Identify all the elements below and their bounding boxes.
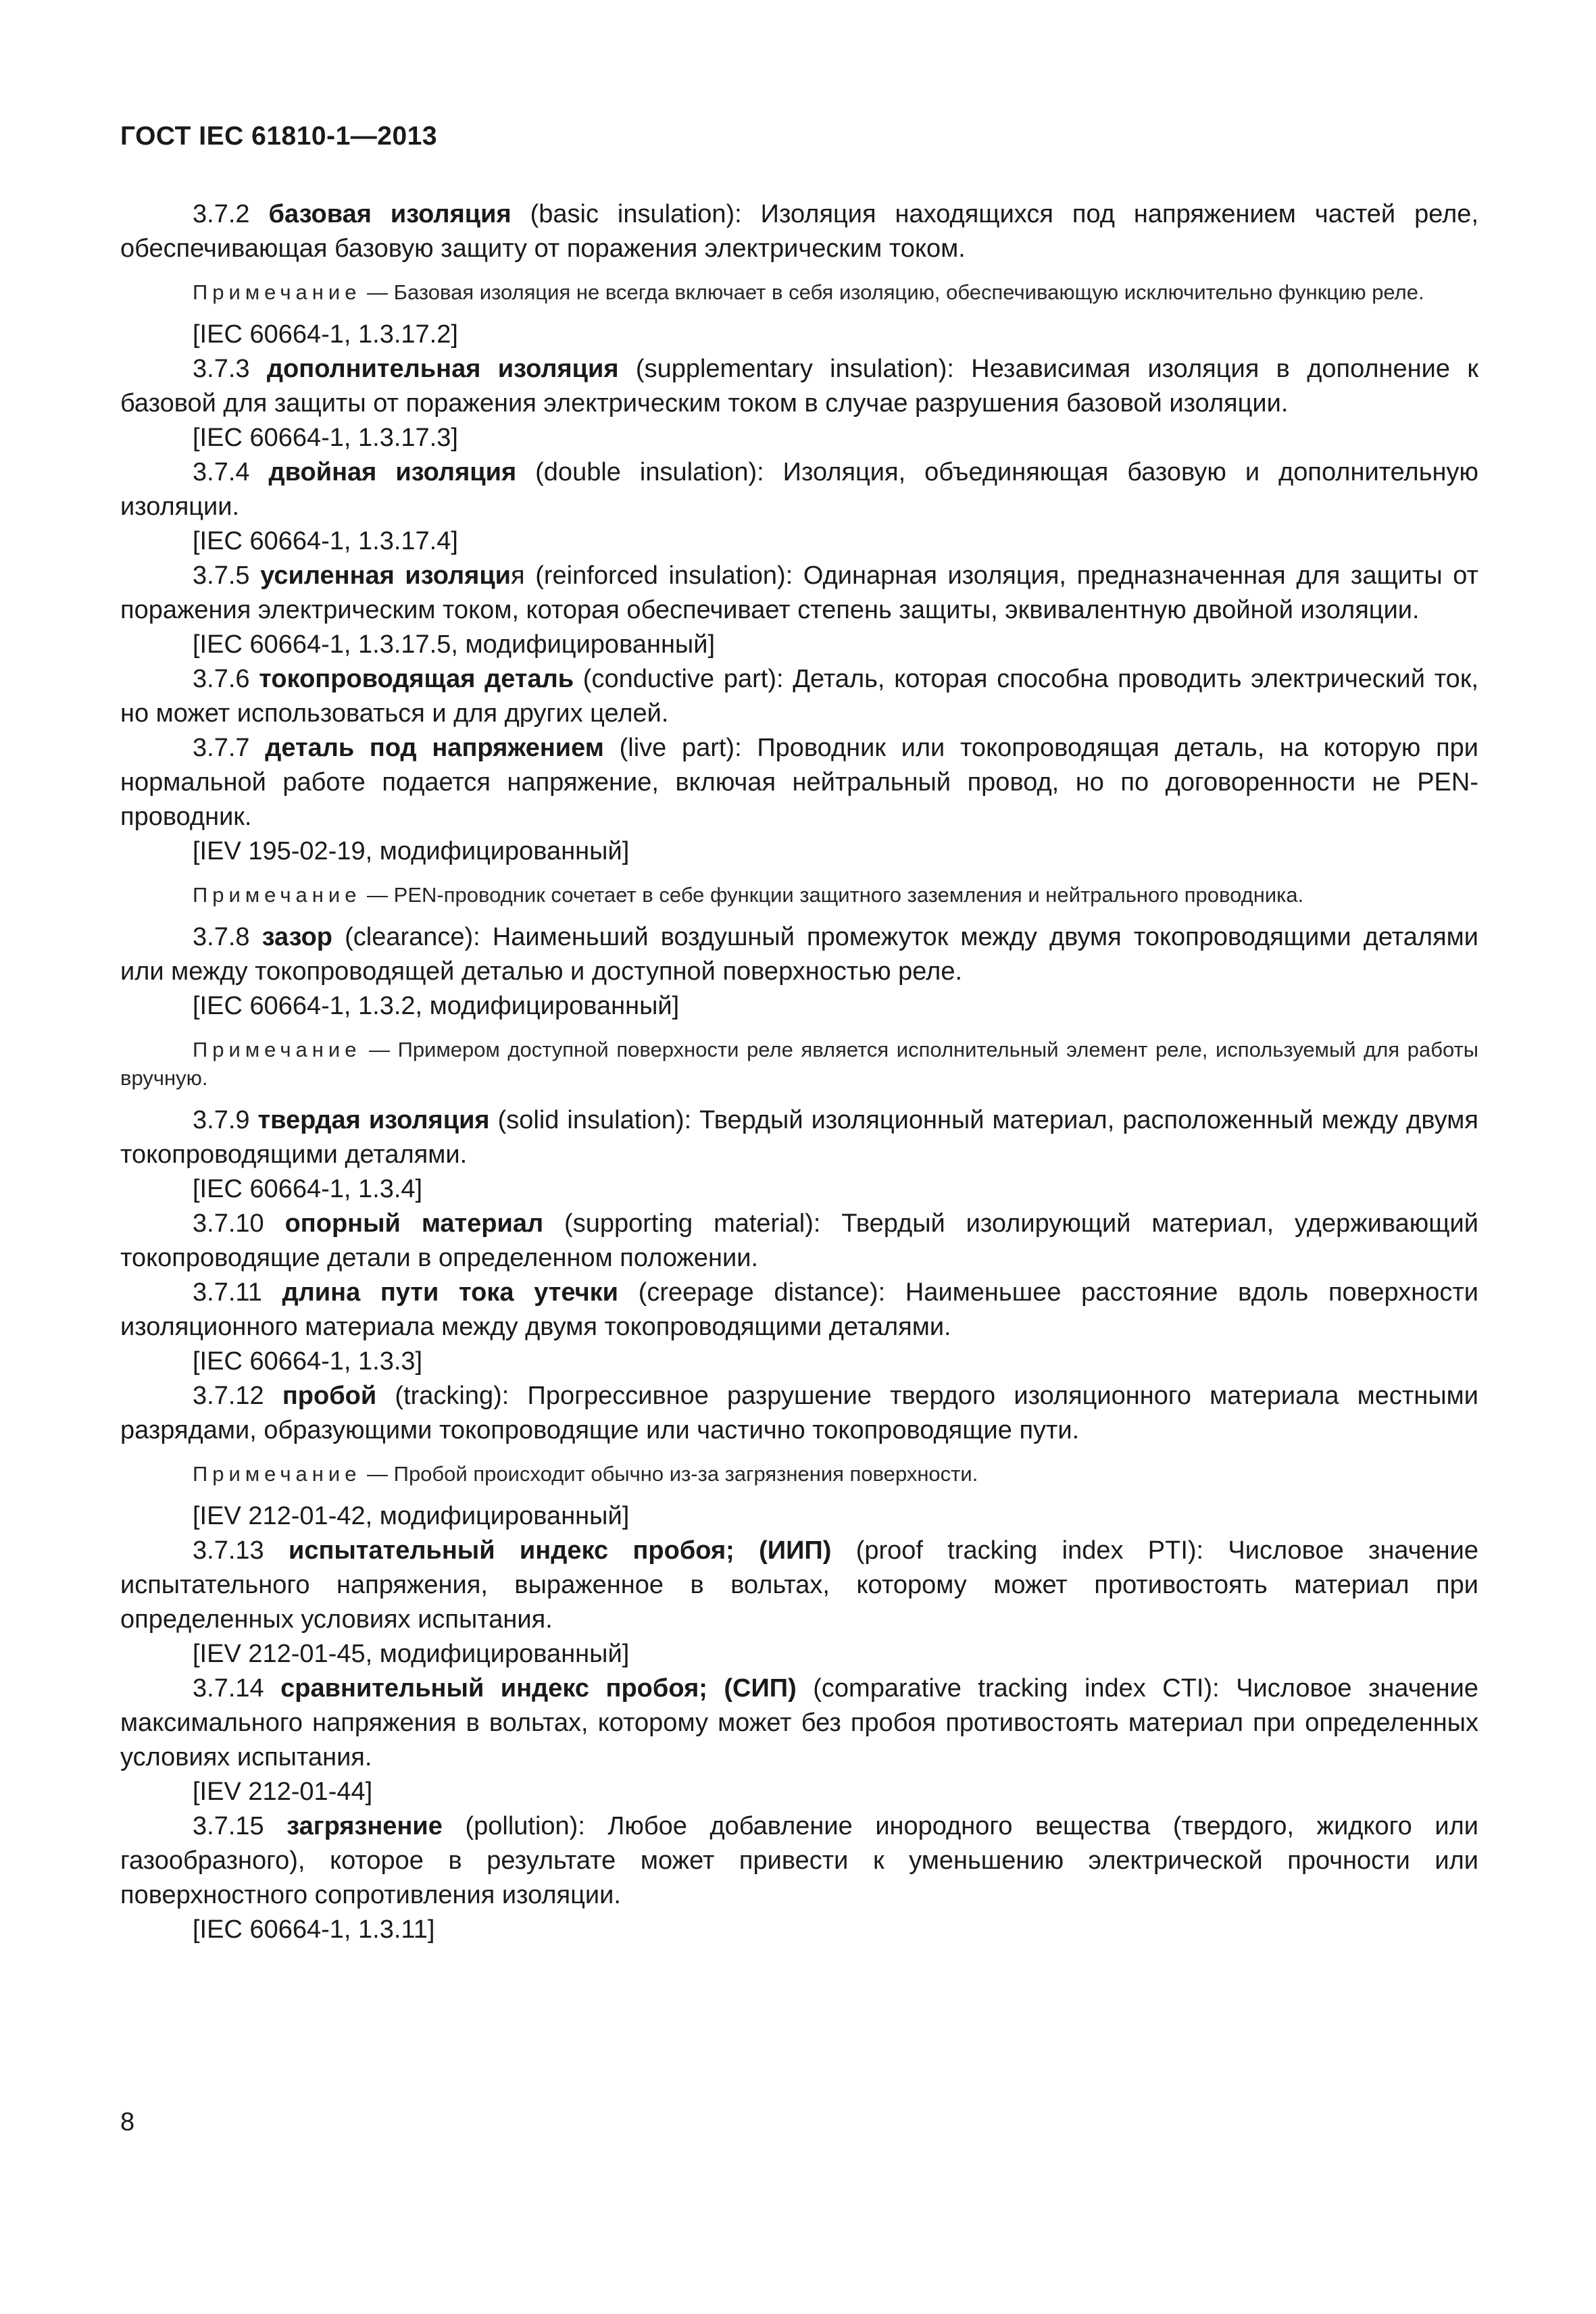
term-number: 3.7.13 — [193, 1536, 264, 1565]
term-number: 3.7.3 — [193, 355, 250, 383]
term-text: (live part): Проводник или токопроводящая деталь, на которую при нормальной работе подается напряжение, включая нейтральный провод, но по договоренности не PEN-проводник. — [120, 734, 1479, 831]
term-text: (solid insulation): Твердый изоляционный материал, расположенный между двумя токопроводящими деталями. — [120, 1106, 1478, 1169]
term-text: (clearance): Наименьший воздушный промежуток между двумя токопроводящими деталями или между токопроводящей деталью и доступной поверхностью реле. — [120, 923, 1478, 986]
term-name: сравнительный индекс пробоя; (СИП) — [280, 1674, 797, 1703]
term-definition — [120, 1809, 1478, 1913]
note-text: — Базовая изоляция не всегда включает в себя изоляцию, обеспечивающую исключительно функцию реле. — [361, 280, 1424, 304]
document-body — [120, 197, 1478, 1947]
term-definition — [120, 559, 1478, 628]
term-number: 3.7.9 — [193, 1106, 250, 1134]
term-name: пробой — [282, 1382, 377, 1410]
note-label: Примечание — [193, 1038, 361, 1061]
term-definition — [120, 1534, 1478, 1637]
term-number: 3.7.7 — [193, 734, 250, 762]
term-text: (pollution): Любое добавление инородного вещества (твердого, жидкого или газообразного), которое в результате может привести к уменьшению электрической прочности или поверхностного сопротивления изоляции. — [120, 1812, 1479, 1909]
source-reference: [IEC 60664-1, 1.3.3] — [193, 1347, 423, 1376]
note-label: Примечание — [193, 1462, 361, 1486]
term-number: 3.7.11 — [193, 1278, 262, 1307]
term-text: (supporting material): Твердый изолирующий материал, удерживающий токопроводящие детали в определенном положении. — [120, 1209, 1478, 1272]
term-name: деталь под напряжением — [265, 734, 604, 762]
term-name: загрязнение — [286, 1812, 443, 1840]
term-text: (double insulation): Изоляция, объединяющая базовую и дополнительную изоляции. — [120, 458, 1478, 521]
source-reference: [IEC 60664-1, 1.3.11] — [193, 1915, 435, 1944]
source-reference: [IEC 60664-1, 1.3.17.4] — [193, 527, 458, 555]
source-reference: [IEC 60664-1, 1.3.2, модифицированный] — [193, 992, 680, 1020]
term-name: токопроводящая деталь — [259, 665, 574, 693]
term-number: 3.7.5 — [193, 561, 250, 590]
source-reference: [IEC 60664-1, 1.3.17.3] — [193, 424, 458, 452]
term-name: двойная изоляция — [268, 458, 517, 486]
term-name: длина пути тока утечки — [282, 1278, 619, 1307]
term-name: усиленная изоляци — [260, 561, 512, 590]
term-text: (conductive part): Деталь, которая способна проводить электрический ток, но может использоваться и для других целей. — [120, 665, 1479, 728]
term-definition — [120, 731, 1478, 834]
source-reference: [IEC 60664-1, 1.3.17.2] — [193, 320, 458, 349]
term-definition — [120, 455, 1478, 524]
term-definition — [120, 662, 1478, 731]
term-text: я (reinforced insulation): Одинарная изоляция, предназначенная для защиты от поражения электрическим током, которая обеспечивает степень защиты, эквивалентную двойной изоляции. — [120, 561, 1478, 624]
note-label: Примечание — [193, 883, 361, 907]
term-text: (basic insulation): Изоляция находящихся под напряжением частей реле, обеспечивающая базовую защиту от поражения электрическим током. — [120, 200, 1478, 263]
term-text: (supplementary insulation): Независимая изоляция в дополнение к базовой для защиты от поражения электрическим током в случае разрушения базовой изоляции. — [120, 355, 1479, 418]
source-reference: [IEV 212-01-42, модифицированный] — [193, 1502, 630, 1530]
term-number: 3.7.14 — [193, 1674, 264, 1703]
term-definition — [120, 352, 1478, 421]
term-definition — [120, 1379, 1478, 1448]
term-number: 3.7.10 — [193, 1209, 264, 1238]
source-reference: [IEV 195-02-19, модифицированный] — [193, 837, 630, 865]
term-number: 3.7.12 — [193, 1382, 264, 1410]
document-header: ГОСТ IEC 61810-1—2013 — [120, 122, 438, 151]
source-reference: [IEC 60664-1, 1.3.4] — [193, 1175, 423, 1203]
term-number: 3.7.8 — [193, 923, 250, 951]
note — [120, 278, 1478, 307]
note — [120, 1036, 1478, 1092]
note-text: — PEN-проводник сочетает в себе функции защитного заземления и нейтрального проводника. — [361, 883, 1304, 907]
term-definition — [120, 1671, 1478, 1775]
page-number: 8 — [120, 2108, 135, 2136]
source-reference: [IEV 212-01-44] — [193, 1778, 373, 1806]
term-definition — [120, 1103, 1478, 1172]
term-number: 3.7.15 — [193, 1812, 264, 1840]
note-label: Примечание — [193, 280, 361, 304]
term-text: (proof tracking index PTI): Числовое значение испытательного напряжения, выраженное в вольтах, которому может противостоять материал при определенных условиях испытания. — [120, 1536, 1479, 1634]
term-definition — [120, 197, 1478, 266]
term-number: 3.7.4 — [193, 458, 250, 486]
term-number: 3.7.2 — [193, 200, 250, 228]
note — [120, 1460, 1478, 1488]
source-reference: [IEC 60664-1, 1.3.17.5, модифицированный] — [193, 630, 716, 659]
term-name: дополнительная изоляция — [266, 355, 619, 383]
term-definition — [120, 920, 1478, 989]
term-definition — [120, 1207, 1478, 1276]
note — [120, 881, 1478, 909]
term-name: базовая изоляция — [268, 200, 512, 228]
term-definition — [120, 1276, 1478, 1344]
term-text: (creepage distance): Наименьшее расстояние вдоль поверхности изоляционного материала между двумя токопроводящими деталями. — [120, 1278, 1479, 1341]
term-name: твердая изоляция — [257, 1106, 490, 1134]
term-text: (tracking): Прогрессивное разрушение твердого изоляционного материала местными разрядами, образующими токопроводящие или частично токопроводящие пути. — [120, 1382, 1478, 1444]
term-text: (comparative tracking index CTI): Числовое значение максимального напряжения в вольтах, которому может без пробоя противостоять материал при определенных условиях испытания. — [120, 1674, 1478, 1771]
term-name: испытательный индекс пробоя; (ИИП) — [288, 1536, 832, 1565]
note-text: — Примером доступной поверхности реле является исполнительный элемент реле, используемый для работы вручную. — [120, 1038, 1478, 1090]
term-name: зазор — [261, 923, 332, 951]
source-reference: [IEV 212-01-45, модифицированный] — [193, 1640, 630, 1668]
term-name: опорный материал — [284, 1209, 544, 1238]
note-text: — Пробой происходит обычно из-за загрязнения поверхности. — [361, 1462, 978, 1486]
term-number: 3.7.6 — [193, 665, 250, 693]
